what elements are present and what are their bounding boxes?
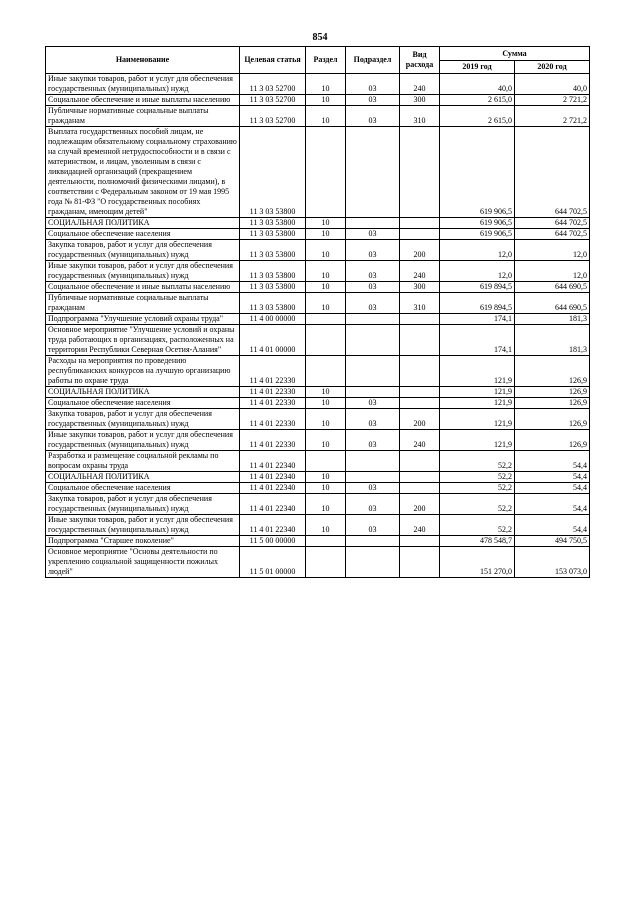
- row-subsection-cell: 03: [346, 229, 400, 240]
- table-row: [46, 472, 590, 483]
- row-section-cell: 10: [306, 430, 346, 451]
- page-number: 854: [312, 32, 328, 43]
- row-article-cell: 11 4 01 22340: [240, 483, 306, 494]
- row-subsection-cell: 03: [346, 261, 400, 282]
- row-type-cell: 240: [400, 74, 440, 95]
- row-type-cell: [400, 536, 440, 547]
- row-article-cell: 11 5 00 00000: [240, 536, 306, 547]
- header-year-2019: 2019 год: [440, 61, 515, 74]
- row-sum-2019-cell: 12,0: [440, 240, 515, 261]
- row-name-cell: Иные закупки товаров, работ и услуг для обеспечения государственных (муниципальных) нужд: [46, 261, 240, 282]
- row-name-cell: Разработка и размещение социальной рекламы по вопросам охраны труда: [46, 451, 240, 472]
- row-section-cell: 10: [306, 95, 346, 106]
- row-name-cell: Иные закупки товаров, работ и услуг для обеспечения государственных (муниципальных) нужд: [46, 74, 240, 95]
- row-section-cell: [306, 314, 346, 325]
- row-subsection-cell: 03: [346, 240, 400, 261]
- row-type-cell: [400, 483, 440, 494]
- row-type-cell: [400, 547, 440, 578]
- row-type-cell: [400, 472, 440, 483]
- row-sum-2020-cell: 126,9: [515, 356, 590, 387]
- row-sum-2020-cell: 644 702,5: [515, 218, 590, 229]
- budget-table: [45, 46, 590, 578]
- row-type-cell: 310: [400, 106, 440, 127]
- row-sum-2019-cell: 478 548,7: [440, 536, 515, 547]
- row-subsection-cell: [346, 218, 400, 229]
- row-sum-2019-cell: 52,2: [440, 515, 515, 536]
- row-subsection-cell: 03: [346, 494, 400, 515]
- row-subsection-cell: [346, 356, 400, 387]
- row-section-cell: 10: [306, 387, 346, 398]
- row-sum-2020-cell: 644 702,5: [515, 229, 590, 240]
- row-article-cell: 11 4 01 22340: [240, 494, 306, 515]
- row-name-cell: Основное мероприятие "Основы деятельности по укреплению социальной защищенности пожилых людей": [46, 547, 240, 578]
- row-sum-2019-cell: 619 894,5: [440, 293, 515, 314]
- row-subsection-cell: 03: [346, 293, 400, 314]
- header-expense-type: Вид расхода: [400, 47, 440, 74]
- row-sum-2020-cell: 126,9: [515, 430, 590, 451]
- row-subsection-cell: 03: [346, 282, 400, 293]
- row-article-cell: 11 4 01 22330: [240, 387, 306, 398]
- table-row: [46, 409, 590, 430]
- row-article-cell: 11 3 03 52700: [240, 74, 306, 95]
- row-section-cell: 10: [306, 515, 346, 536]
- table-row: [46, 387, 590, 398]
- row-type-cell: 310: [400, 293, 440, 314]
- row-section-cell: 10: [306, 218, 346, 229]
- row-article-cell: 11 3 03 53800: [240, 218, 306, 229]
- row-type-cell: [400, 356, 440, 387]
- row-sum-2019-cell: 52,2: [440, 483, 515, 494]
- row-sum-2020-cell: 54,4: [515, 515, 590, 536]
- row-section-cell: 10: [306, 409, 346, 430]
- row-sum-2020-cell: 153 073,0: [515, 547, 590, 578]
- row-type-cell: [400, 398, 440, 409]
- row-article-cell: 11 3 03 52700: [240, 95, 306, 106]
- row-type-cell: 240: [400, 430, 440, 451]
- row-subsection-cell: 03: [346, 398, 400, 409]
- row-name-cell: Закупка товаров, работ и услуг для обеспечения государственных (муниципальных) нужд: [46, 494, 240, 515]
- row-article-cell: 11 4 01 22330: [240, 356, 306, 387]
- row-sum-2020-cell: 126,9: [515, 398, 590, 409]
- table-row: [46, 451, 590, 472]
- table-row: [46, 229, 590, 240]
- table-row: [46, 74, 590, 95]
- row-sum-2020-cell: 644 690,5: [515, 293, 590, 314]
- row-name-cell: Социальное обеспечение и иные выплаты населению: [46, 282, 240, 293]
- row-type-cell: 240: [400, 261, 440, 282]
- row-subsection-cell: [346, 314, 400, 325]
- row-section-cell: 10: [306, 282, 346, 293]
- row-name-cell: Социальное обеспечение и иные выплаты населению: [46, 95, 240, 106]
- row-name-cell: СОЦИАЛЬНАЯ ПОЛИТИКА: [46, 472, 240, 483]
- row-section-cell: 10: [306, 494, 346, 515]
- row-sum-2020-cell: 12,0: [515, 240, 590, 261]
- row-subsection-cell: [346, 472, 400, 483]
- row-sum-2019-cell: 121,9: [440, 430, 515, 451]
- row-sum-2019-cell: 12,0: [440, 261, 515, 282]
- row-sum-2020-cell: 126,9: [515, 387, 590, 398]
- row-sum-2019-cell: 2 615,0: [440, 95, 515, 106]
- row-section-cell: 10: [306, 398, 346, 409]
- row-type-cell: [400, 451, 440, 472]
- table-row: [46, 547, 590, 578]
- row-article-cell: 11 3 03 53800: [240, 282, 306, 293]
- row-sum-2020-cell: 126,9: [515, 409, 590, 430]
- row-section-cell: 10: [306, 293, 346, 314]
- row-name-cell: Расходы на мероприятия по проведению республиканских конкурсов на лучшую организацию работы по охране труда: [46, 356, 240, 387]
- row-type-cell: [400, 218, 440, 229]
- row-article-cell: 11 4 01 22340: [240, 515, 306, 536]
- row-sum-2020-cell: 644 690,5: [515, 282, 590, 293]
- row-section-cell: [306, 536, 346, 547]
- row-name-cell: Подпрограмма "Улучшение условий охраны труда": [46, 314, 240, 325]
- row-subsection-cell: [346, 387, 400, 398]
- row-article-cell: 11 3 03 53800: [240, 293, 306, 314]
- row-sum-2019-cell: 619 906,5: [440, 218, 515, 229]
- row-subsection-cell: [346, 127, 400, 218]
- row-name-cell: Социальное обеспечение населения: [46, 483, 240, 494]
- row-section-cell: 10: [306, 229, 346, 240]
- row-sum-2019-cell: 40,0: [440, 74, 515, 95]
- row-name-cell: Закупка товаров, работ и услуг для обеспечения государственных (муниципальных) нужд: [46, 240, 240, 261]
- row-article-cell: 11 4 00 00000: [240, 314, 306, 325]
- row-subsection-cell: [346, 325, 400, 356]
- row-section-cell: 10: [306, 74, 346, 95]
- row-subsection-cell: 03: [346, 409, 400, 430]
- row-name-cell: Иные закупки товаров, работ и услуг для обеспечения государственных (муниципальных) нужд: [46, 515, 240, 536]
- row-sum-2020-cell: 181,3: [515, 314, 590, 325]
- row-article-cell: 11 3 03 53800: [240, 261, 306, 282]
- row-name-cell: Социальное обеспечение населения: [46, 229, 240, 240]
- row-sum-2019-cell: 174,1: [440, 314, 515, 325]
- row-article-cell: 11 4 01 22340: [240, 451, 306, 472]
- table-row: [46, 398, 590, 409]
- table-row: [46, 218, 590, 229]
- table-row: [46, 515, 590, 536]
- row-sum-2020-cell: 2 721,2: [515, 106, 590, 127]
- row-subsection-cell: [346, 451, 400, 472]
- table-row: [46, 325, 590, 356]
- row-subsection-cell: 03: [346, 515, 400, 536]
- row-sum-2019-cell: 619 894,5: [440, 282, 515, 293]
- row-subsection-cell: 03: [346, 106, 400, 127]
- row-article-cell: 11 4 01 22330: [240, 398, 306, 409]
- table-body: [46, 74, 590, 578]
- row-subsection-cell: 03: [346, 483, 400, 494]
- row-type-cell: [400, 314, 440, 325]
- header-target-article: Целевая статья: [240, 47, 306, 74]
- table-row: [46, 293, 590, 314]
- header-name: Наименование: [46, 47, 240, 74]
- row-section-cell: [306, 325, 346, 356]
- row-sum-2019-cell: 2 615,0: [440, 106, 515, 127]
- row-section-cell: 10: [306, 472, 346, 483]
- row-sum-2020-cell: 494 750,5: [515, 536, 590, 547]
- row-type-cell: 200: [400, 240, 440, 261]
- row-article-cell: 11 3 03 53800: [240, 240, 306, 261]
- row-type-cell: [400, 387, 440, 398]
- table-row: [46, 536, 590, 547]
- table-row: [46, 430, 590, 451]
- row-sum-2019-cell: 174,1: [440, 325, 515, 356]
- row-section-cell: 10: [306, 240, 346, 261]
- row-sum-2020-cell: 40,0: [515, 74, 590, 95]
- row-name-cell: Публичные нормативные социальные выплаты гражданам: [46, 293, 240, 314]
- row-article-cell: 11 3 03 53800: [240, 127, 306, 218]
- table-row: [46, 106, 590, 127]
- table-row: [46, 261, 590, 282]
- row-section-cell: [306, 451, 346, 472]
- row-type-cell: 200: [400, 409, 440, 430]
- row-sum-2020-cell: 54,4: [515, 483, 590, 494]
- row-type-cell: [400, 229, 440, 240]
- row-sum-2020-cell: 12,0: [515, 261, 590, 282]
- row-name-cell: СОЦИАЛЬНАЯ ПОЛИТИКА: [46, 218, 240, 229]
- table-row: [46, 95, 590, 106]
- row-section-cell: 10: [306, 106, 346, 127]
- row-type-cell: 200: [400, 494, 440, 515]
- header-sum: Сумма: [440, 47, 590, 61]
- row-subsection-cell: [346, 536, 400, 547]
- row-article-cell: 11 3 03 52700: [240, 106, 306, 127]
- table-row: [46, 240, 590, 261]
- row-sum-2019-cell: 52,2: [440, 451, 515, 472]
- table-row: [46, 314, 590, 325]
- row-sum-2019-cell: 121,9: [440, 387, 515, 398]
- row-name-cell: Социальное обеспечение населения: [46, 398, 240, 409]
- header-subsection: Подраздел: [346, 47, 400, 74]
- row-article-cell: 11 4 01 00000: [240, 325, 306, 356]
- header-year-2020: 2020 год: [515, 61, 590, 74]
- table-row: [46, 483, 590, 494]
- header-section: Раздел: [306, 47, 346, 74]
- table-row: [46, 127, 590, 218]
- row-section-cell: [306, 127, 346, 218]
- row-article-cell: 11 4 01 22330: [240, 430, 306, 451]
- row-sum-2020-cell: 54,4: [515, 494, 590, 515]
- row-name-cell: Публичные нормативные социальные выплаты гражданам: [46, 106, 240, 127]
- row-type-cell: [400, 325, 440, 356]
- row-sum-2019-cell: 121,9: [440, 409, 515, 430]
- row-sum-2020-cell: 181,3: [515, 325, 590, 356]
- table-row: [46, 282, 590, 293]
- row-type-cell: [400, 127, 440, 218]
- row-name-cell: СОЦИАЛЬНАЯ ПОЛИТИКА: [46, 387, 240, 398]
- row-name-cell: Основное мероприятие "Улучшение условий и охраны труда работающих в организациях, расположенных на территории Республики Северная Осетия-Алания": [46, 325, 240, 356]
- row-section-cell: [306, 547, 346, 578]
- row-sum-2019-cell: 52,2: [440, 472, 515, 483]
- row-sum-2019-cell: 121,9: [440, 356, 515, 387]
- row-sum-2019-cell: 619 906,5: [440, 229, 515, 240]
- row-type-cell: 300: [400, 282, 440, 293]
- row-name-cell: Иные закупки товаров, работ и услуг для обеспечения государственных (муниципальных) нужд: [46, 430, 240, 451]
- table-row: [46, 494, 590, 515]
- row-sum-2019-cell: 121,9: [440, 398, 515, 409]
- row-sum-2020-cell: 644 702,5: [515, 127, 590, 218]
- row-section-cell: 10: [306, 261, 346, 282]
- row-section-cell: 10: [306, 483, 346, 494]
- row-subsection-cell: 03: [346, 430, 400, 451]
- row-subsection-cell: [346, 547, 400, 578]
- row-name-cell: Закупка товаров, работ и услуг для обеспечения государственных (муниципальных) нужд: [46, 409, 240, 430]
- row-article-cell: 11 4 01 22330: [240, 409, 306, 430]
- row-article-cell: 11 3 03 53800: [240, 229, 306, 240]
- row-name-cell: Подпрограмма "Старшее поколение": [46, 536, 240, 547]
- row-sum-2020-cell: 54,4: [515, 451, 590, 472]
- row-subsection-cell: 03: [346, 95, 400, 106]
- row-subsection-cell: 03: [346, 74, 400, 95]
- row-sum-2019-cell: 619 906,5: [440, 127, 515, 218]
- row-article-cell: 11 4 01 22340: [240, 472, 306, 483]
- row-sum-2020-cell: 2 721,2: [515, 95, 590, 106]
- row-sum-2019-cell: 151 270,0: [440, 547, 515, 578]
- row-article-cell: 11 5 01 00000: [240, 547, 306, 578]
- row-name-cell: Выплата государственных пособий лицам, не подлежащим обязательному социальному страхованию на случай временной нетрудоспособности и в связи с материнством, и лицам, уволенным в связи с ликвидацией организаций (прекращением деятельности, полномочий физическими лицами), в соответствии с Федеральным законом от 19 мая 1995 года № 81-ФЗ "О государственных пособиях гражданам, имеющим детей": [46, 127, 240, 218]
- row-section-cell: [306, 356, 346, 387]
- table-row: [46, 356, 590, 387]
- row-sum-2019-cell: 52,2: [440, 494, 515, 515]
- row-type-cell: 300: [400, 95, 440, 106]
- row-sum-2020-cell: 54,4: [515, 472, 590, 483]
- row-type-cell: 240: [400, 515, 440, 536]
